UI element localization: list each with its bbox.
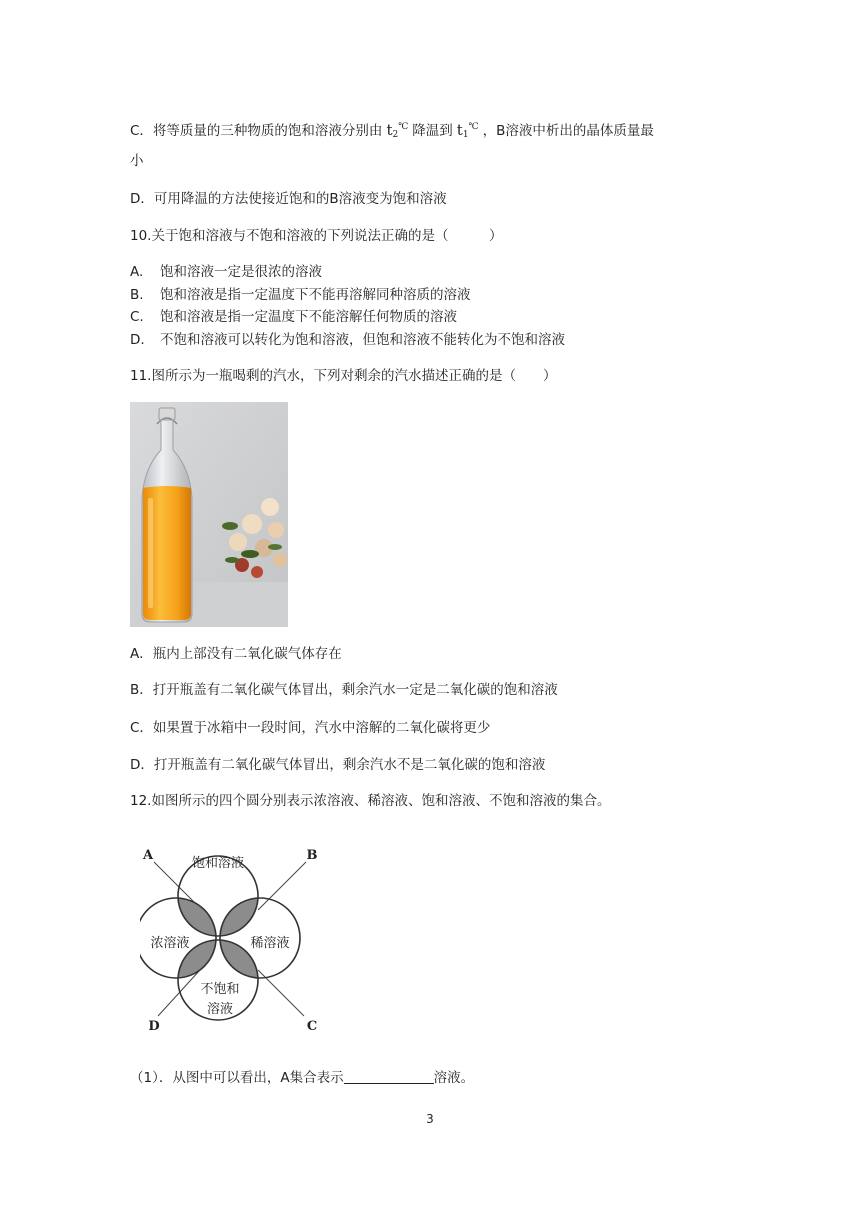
answer-blank[interactable] — [344, 1069, 434, 1084]
q10-option-a: A. 饱和溶液一定是很浓的溶液 — [130, 264, 322, 280]
q10-option-c: C. 饱和溶液是指一定温度下不能溶解任何物质的溶液 — [130, 309, 457, 325]
q12-sub1 — [130, 1069, 474, 1087]
q9-option-c — [130, 118, 654, 144]
q9-c-wrap: 小 — [130, 153, 144, 169]
q9-option-d: D．可用降温的方法使接近饱和的B溶液变为饱和溶液 — [130, 191, 447, 207]
q11-option-c: C．如果置于冰箱中一段时间，汽水中溶解的二氧化碳将更少 — [130, 720, 491, 736]
pointer-line-b — [258, 862, 306, 910]
temp-t1: $t_1^℃$ — [456, 121, 479, 140]
label-dilute: 稀溶液 — [250, 936, 290, 951]
q12-sub1-prefix: （1）．从图中可以看出，A集合表示 — [130, 1070, 344, 1086]
q9-c-suffix: ，B溶液中析出的晶体质量最 — [482, 123, 654, 139]
label-concentrated: 浓溶液 — [150, 936, 190, 951]
q11-option-d: D．打开瓶盖有二氧化碳气体冒出，剩余汽水不是二氧化碳的饱和溶液 — [130, 757, 546, 773]
q10-stem: 10.关于饱和溶液与不饱和溶液的下列说法正确的是（ ） — [130, 228, 503, 244]
label-saturated: 饱和溶液 — [191, 856, 245, 871]
q9-c-prefix: C．将等质量的三种物质的饱和溶液分别由 — [130, 123, 383, 139]
q11-option-b: B．打开瓶盖有二氧化碳气体冒出，剩余汽水一定是二氧化碳的饱和溶液 — [130, 682, 558, 698]
label-unsaturated-2: 溶液 — [206, 1002, 234, 1017]
label-d: D — [148, 1019, 160, 1034]
temp-t2: $t_2^℃$ — [386, 121, 409, 140]
q10-option-b: B. 饱和溶液是指一定温度下不能再溶解同种溶质的溶液 — [130, 287, 471, 303]
q10-option-d: D. 不饱和溶液可以转化为饱和溶液，但饱和溶液不能转化为不饱和溶液 — [130, 332, 565, 348]
soda-bottle-photo — [130, 402, 288, 627]
label-c: C — [306, 1019, 318, 1034]
q9-c-mid: 降温到 — [412, 123, 453, 139]
page-number: 3 — [426, 1112, 434, 1126]
q12-stem: 12.如图所示的四个圆分别表示浓溶液、稀溶液、饱和溶液、不饱和溶液的集合。 — [130, 793, 611, 809]
label-a: A — [142, 848, 154, 863]
label-b: B — [306, 848, 318, 863]
label-unsaturated-1: 不饱和 — [200, 982, 240, 997]
q11-option-a: A．瓶内上部没有二氧化碳气体存在 — [130, 646, 342, 662]
q12-sub1-suffix: 溶液。 — [433, 1070, 475, 1086]
q11-stem: 11.图所示为一瓶喝剩的汽水，下列对剩余的汽水描述正确的是（ ） — [130, 368, 557, 384]
venn-diagram — [140, 846, 330, 1034]
